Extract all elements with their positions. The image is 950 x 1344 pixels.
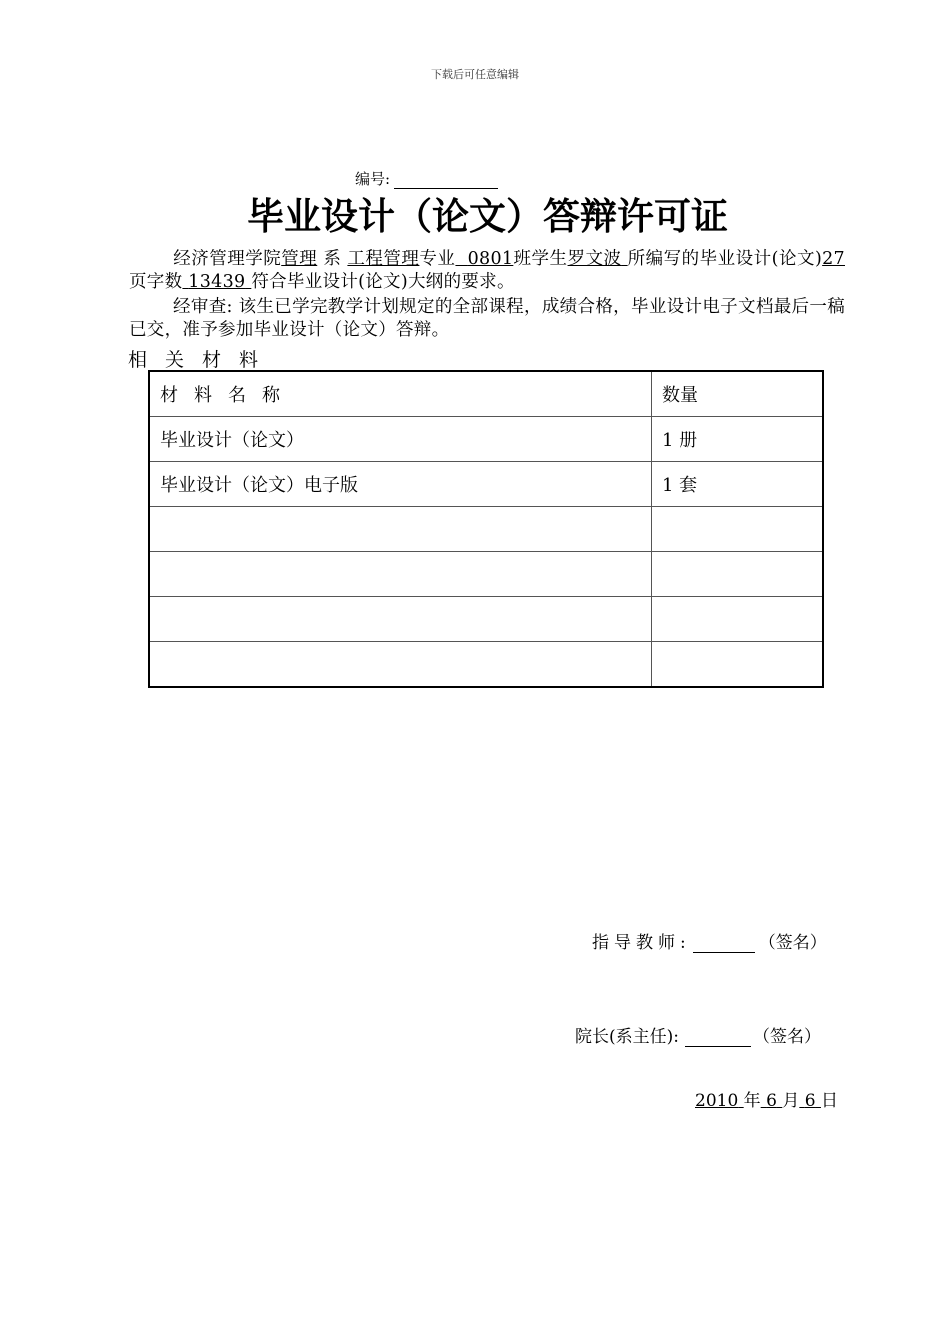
quantity-cell — [652, 597, 824, 642]
material-name-cell — [149, 642, 652, 688]
table-row — [149, 642, 823, 688]
serial-label: 编号: — [355, 170, 391, 188]
student-name: 罗文波 — [567, 249, 622, 269]
table-row — [149, 552, 823, 597]
material-name-cell — [149, 552, 652, 597]
statement-paragraph: 经济管理学院管理 系 工程管理专业 0801班学生罗文波 所编写的毕业设计(论文)27页字数 13439 符合毕业设计(论文)大纲的要求。 — [129, 249, 845, 292]
advisor-label: 指导教师: — [592, 933, 691, 953]
class-number: 0801 — [467, 249, 514, 269]
quantity-cell: 1 套 — [652, 462, 824, 507]
date-year: 2010 — [695, 1091, 739, 1111]
header-quantity: 数量 — [652, 371, 824, 417]
table-row — [149, 507, 823, 552]
date-month: 6 — [766, 1091, 777, 1111]
major-value: 工程管理 — [347, 249, 420, 269]
table-row — [149, 417, 823, 462]
table-header-row — [149, 371, 823, 417]
quantity-cell — [652, 552, 824, 597]
quantity-cell — [652, 507, 824, 552]
advisor-signature-blank — [693, 936, 755, 953]
dean-sign-note: （签名） — [753, 1027, 821, 1047]
dean-label: 院长(系主任): — [575, 1027, 679, 1047]
table-row — [149, 597, 823, 642]
table-row — [149, 462, 823, 507]
material-name-cell: 毕业设计（论文）电子版 — [149, 462, 652, 507]
dean-signature — [575, 1022, 821, 1047]
material-name-cell — [149, 597, 652, 642]
material-name-cell — [149, 507, 652, 552]
header-material-name: 材料名称 — [149, 371, 652, 417]
section-title: 相关材料 — [128, 349, 277, 371]
page-header: 下载后可任意编辑 — [431, 68, 519, 81]
school-name: 经济管理学院 — [173, 249, 282, 269]
material-name-cell: 毕业设计（论文） — [149, 417, 652, 462]
review-paragraph: 经审查: 该生已学完教学计划规定的全部课程，成绩合格，毕业设计电子文档最后一稿已交，准予参加毕业设计（论文）答辩。 — [129, 297, 845, 340]
document-title: 毕业设计（论文）答辩许可证 — [247, 194, 728, 238]
advisor-sign-note: （签名） — [758, 933, 827, 953]
dean-signature-blank — [685, 1030, 751, 1047]
word-count: 13439 — [188, 272, 246, 292]
date-day: 6 — [804, 1091, 816, 1111]
materials-table — [148, 370, 824, 688]
signing-date: 2010 年 6 月 6 日 — [695, 1091, 838, 1111]
page-count: 27 — [822, 249, 845, 269]
advisor-signature — [592, 928, 827, 953]
quantity-cell — [652, 642, 824, 688]
quantity-cell: 1 册 — [652, 417, 824, 462]
dept-value: 管理 — [281, 249, 318, 269]
